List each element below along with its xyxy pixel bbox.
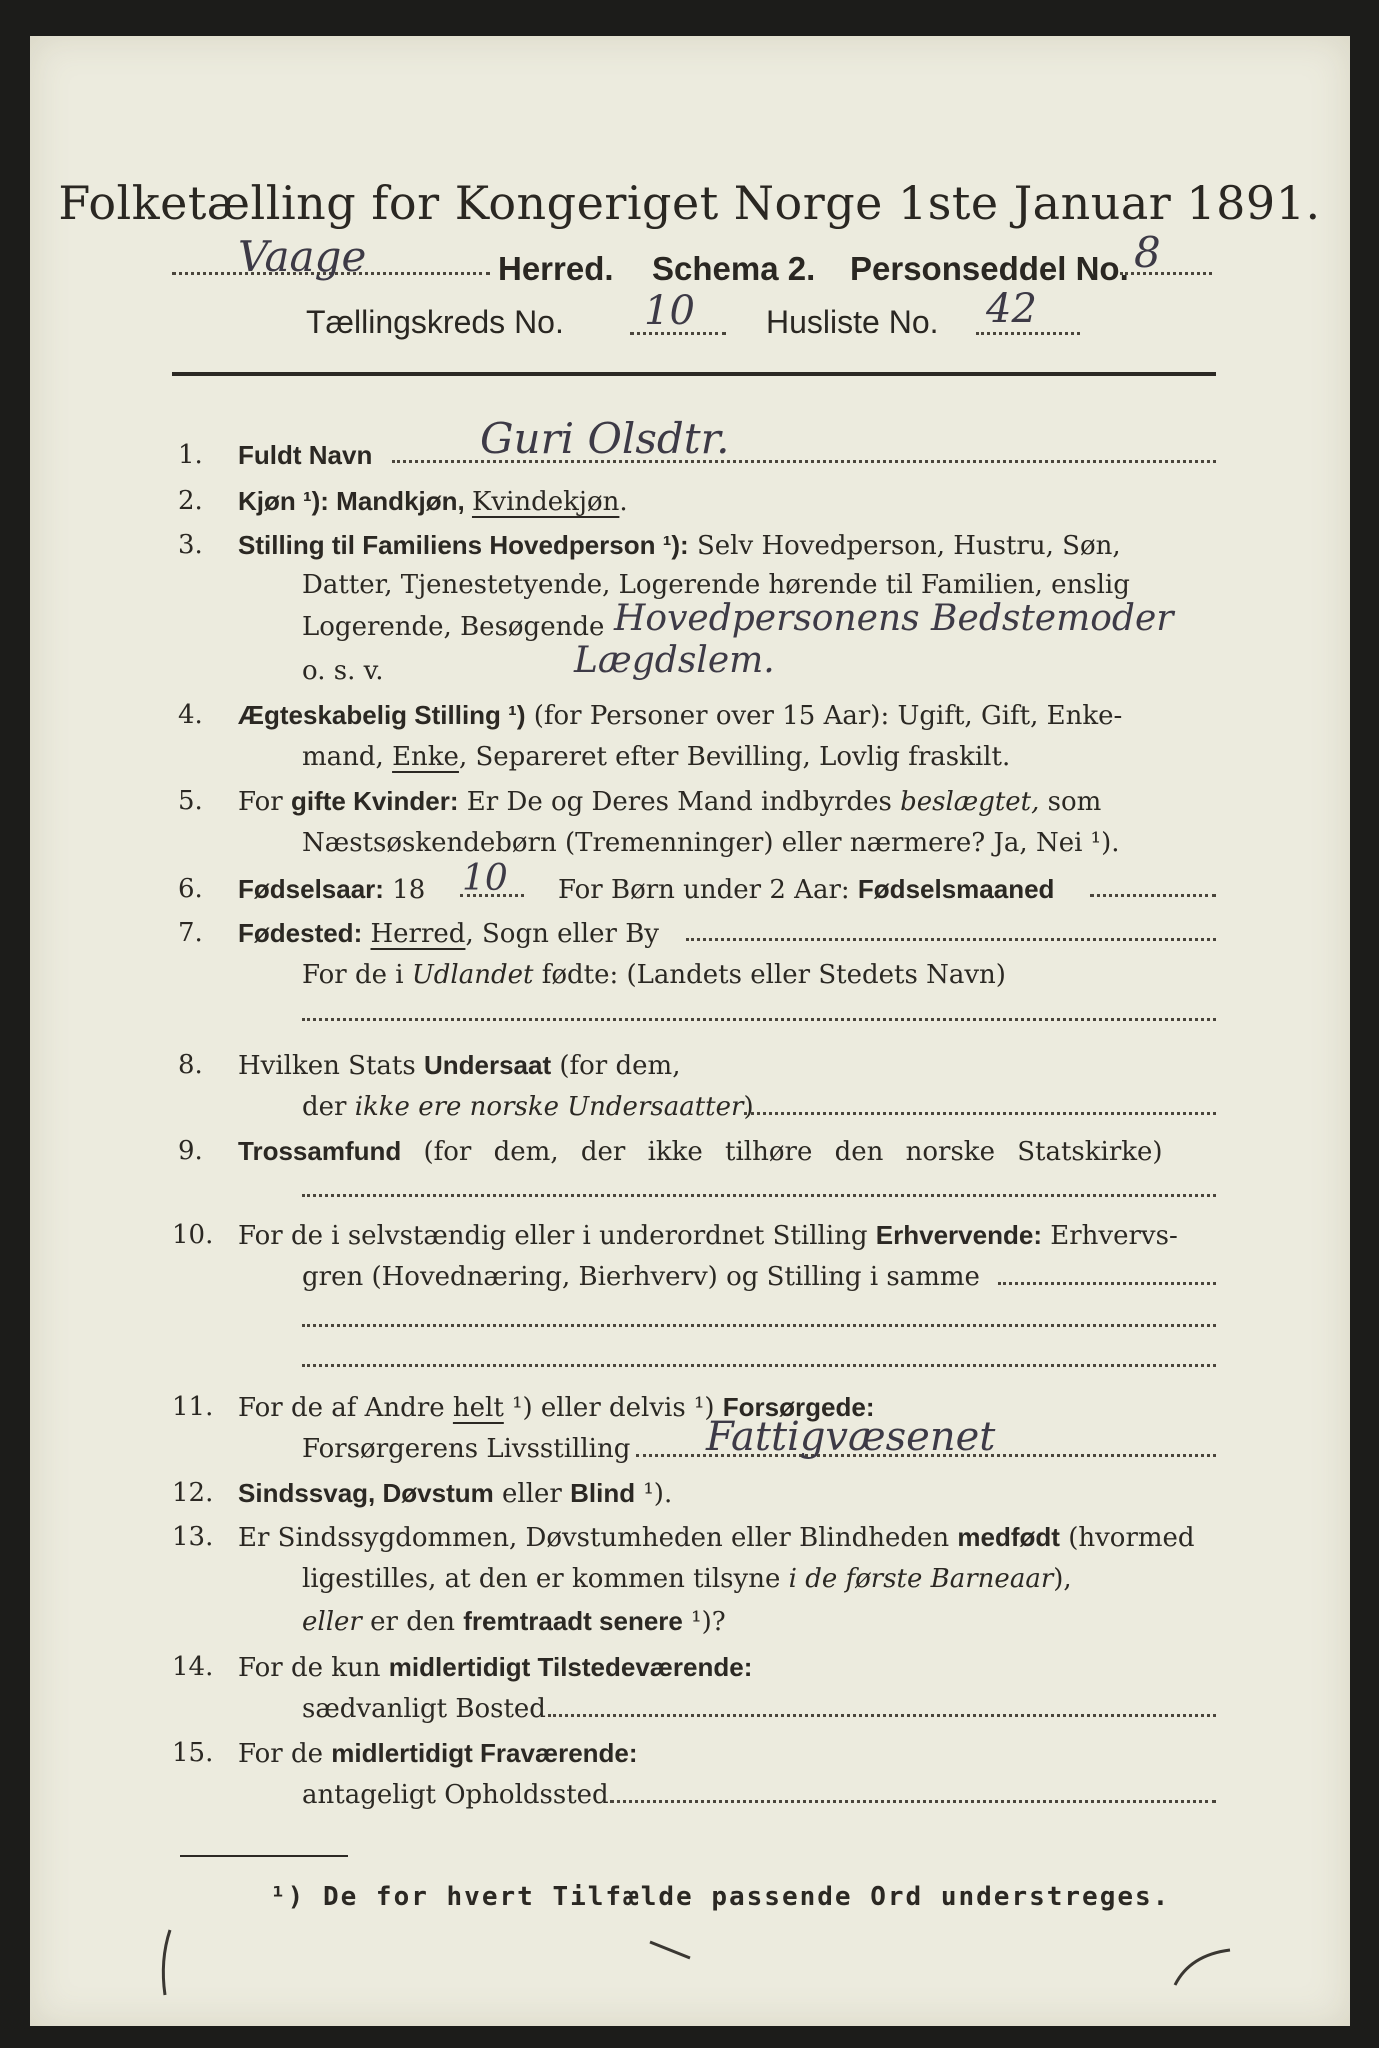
item-number: 10.	[172, 1220, 214, 1250]
pen-mark-right	[1175, 1950, 1230, 1985]
birthplace-selected: Herred	[370, 919, 466, 949]
mw-c: som	[1039, 787, 1102, 817]
item-number: 12.	[172, 1478, 214, 1508]
full-name-label: Fuldt Navn	[238, 440, 373, 470]
dis-label2: Blind	[570, 1478, 636, 1508]
occ-a: For de i selvstændig eller i underordnet Stilling	[238, 1221, 876, 1251]
probable-stay-label: antageligt Opholdssted	[302, 1780, 609, 1810]
bp-b: fødte: (Landets eller Stedets Navn)	[533, 960, 1006, 990]
footnote: ¹) De for hvert Tilfælde passende Ord understreges.	[270, 1882, 1171, 1912]
occupation-line2: gren (Hovednæring, Bierhverv) og Stilling i samme	[302, 1262, 980, 1292]
ta-label: midlertidigt Fraværende:	[331, 1738, 638, 1768]
supporter-occupation-label: Forsørgerens Livsstilling	[302, 1434, 631, 1464]
dis-a: eller	[493, 1479, 571, 1509]
cit-b: (for dem,	[551, 1051, 681, 1081]
gender-end: .	[619, 487, 628, 517]
personseddel-value: 8	[1134, 228, 1161, 277]
husliste-label: Husliste No.	[766, 304, 939, 340]
occ-label: Erhvervende:	[875, 1220, 1042, 1250]
item-number: 2.	[178, 486, 203, 516]
cit-a: Hvilken Stats	[238, 1051, 424, 1081]
marital-selected: Enke	[392, 742, 459, 772]
usual-residence-label: sædvanligt Bosted	[302, 1694, 546, 1724]
dis-label: Sindssvag, Døvstum	[238, 1478, 494, 1508]
ta-a: For de	[238, 1739, 332, 1769]
taellingskreds-value: 10	[644, 288, 695, 334]
cit-label: Undersaat	[423, 1050, 552, 1080]
occ-b: Erhvervs-	[1041, 1221, 1178, 1251]
sup-label: Forsørgede:	[722, 1392, 875, 1422]
item-number: 5.	[178, 786, 203, 816]
mw-b: Er De og Deres Mand indbyrdes	[458, 787, 901, 817]
form-title: Folketælling for Kongeriget Norge 1ste Januar 1891.	[58, 176, 1321, 230]
cit2-b: )	[743, 1092, 754, 1122]
birth-year-value: 10	[462, 858, 508, 899]
sup-b: ¹) eller delvis ¹)	[503, 1393, 723, 1423]
marital-opt: mand,	[302, 742, 393, 772]
gender-selected: Kvindekjøn	[471, 487, 620, 517]
item-number: 15.	[172, 1738, 214, 1768]
taellingskreds-label: Tællingskreds No.	[306, 304, 564, 340]
religion-rest: (for dem, der ikke tilhøre den norske Statskirke)	[401, 1137, 1163, 1167]
family-position-label: Stilling til Familiens Hovedperson ¹):	[238, 530, 689, 560]
cit2-a: der	[302, 1092, 355, 1122]
item-number: 7.	[178, 918, 203, 948]
item-number: 11.	[172, 1392, 214, 1422]
mw-it: beslægtet,	[900, 787, 1040, 817]
item-number: 13.	[172, 1522, 214, 1552]
pen-mark-left	[163, 1930, 170, 1995]
item-number: 9.	[178, 1136, 203, 1166]
con-label: medfødt	[957, 1522, 1060, 1552]
con3-a: er den	[361, 1607, 464, 1637]
birth-month-text: For Børn under 2 Aar:	[558, 875, 858, 905]
item-number: 8.	[178, 1050, 203, 1080]
marital-options1: (for Personer over 15 Aar): Ugift, Gift, Enke-	[525, 701, 1123, 731]
con3-it: eller	[302, 1607, 362, 1637]
birth-month-label: Fødselsmaaned	[857, 874, 1055, 904]
schema-label: Schema 2.	[652, 250, 816, 287]
herred-value: Vaage	[238, 232, 367, 281]
con-a: Er Sindssygdommen, Døvstumheden eller Blindheden	[238, 1523, 958, 1553]
husliste-value: 42	[986, 286, 1037, 332]
dis-b: ¹).	[635, 1479, 673, 1509]
item-number: 1.	[178, 440, 203, 470]
con2-it: i de første Barneaar	[788, 1564, 1054, 1594]
item-number: 3.	[178, 530, 203, 560]
herred-label: Herred.	[498, 250, 614, 287]
mw-label: gifte Kvinder:	[290, 786, 459, 816]
personseddel-label: Personseddel No.	[850, 250, 1129, 287]
family-position-line4: o. s. v.	[302, 656, 384, 686]
tp-a: For de kun	[238, 1653, 389, 1683]
mw-a: For	[238, 787, 291, 817]
bp-it: Udlandet	[411, 960, 534, 990]
family-position-line3: Logerende, Besøgende	[302, 612, 605, 642]
family-position-value1: Hovedpersonens Bedstemoder	[614, 598, 1174, 639]
item-number: 14.	[172, 1652, 214, 1682]
married-women-line2: Næstsøskendebørn (Tremenninger) eller nærmere? Ja, Nei ¹).	[302, 828, 1120, 858]
sup-selected: helt	[452, 1393, 504, 1423]
gender-label: Kjøn ¹): Mandkjøn,	[238, 486, 472, 516]
cit2-it: ikke ere norske Undersaatter	[354, 1092, 744, 1122]
con3-bold: fremtraadt senere	[463, 1606, 683, 1636]
religion-label: Trossamfund	[238, 1136, 402, 1166]
sup-a: For de af Andre	[238, 1393, 453, 1423]
tp-label: midlertidigt Tilstedeværende:	[388, 1652, 753, 1682]
con3-b: ¹)?	[682, 1607, 726, 1637]
marital-label: Ægteskabelig Stilling ¹)	[238, 700, 526, 730]
con-b: (hvormed	[1059, 1523, 1195, 1553]
con2-b: ),	[1053, 1564, 1072, 1594]
full-name-value: Guri Olsdtr.	[480, 414, 730, 463]
birth-year-label: Fødselsaar:	[238, 874, 384, 904]
bp-a: For de i	[302, 960, 412, 990]
birthplace-rest: , Sogn eller By	[465, 919, 659, 949]
family-position-value2: Lægdslem.	[574, 640, 775, 681]
family-position-options1: Selv Hovedperson, Hustru, Søn,	[688, 531, 1121, 561]
birthplace-label: Fødested:	[238, 918, 363, 948]
family-position-line2: Datter, Tjenestetyende, Logerende hørende til Familien, enslig	[302, 570, 1130, 600]
con2-a: ligestilles, at den er kommen tilsyne	[302, 1564, 789, 1594]
birth-year-prefix: 18	[383, 875, 426, 905]
item-number: 6.	[178, 874, 203, 904]
pen-mark-center	[650, 1942, 690, 1958]
supporter-occupation-value: Fattigvæsenet	[706, 1414, 996, 1460]
marital-opt-rest: , Separeret efter Bevilling, Lovlig fraskilt.	[458, 742, 1011, 772]
item-number: 4.	[178, 700, 203, 730]
